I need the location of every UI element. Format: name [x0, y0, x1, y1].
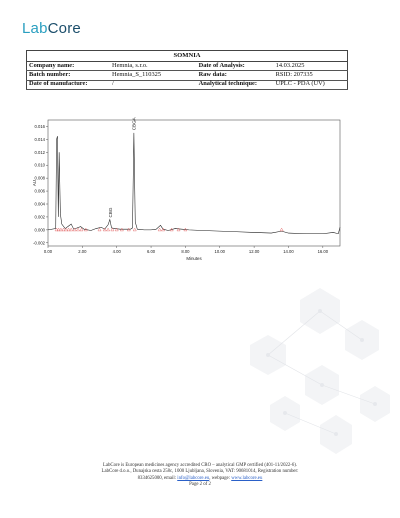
footer-accreditation: LabCore is European medicines agency accredited CRO – analytical GMP certified (401-11/2022-6).: [102, 463, 298, 468]
y-tick-label: 0.004: [34, 201, 45, 207]
y-tick-label: 0.008: [34, 175, 45, 181]
integration-marker: [107, 228, 110, 231]
integration-marker: [80, 228, 83, 231]
table-row: [27, 62, 348, 71]
logo-lab-text: Lab: [22, 20, 48, 37]
footer-contact-prefix: 8334625000, email:: [137, 475, 178, 481]
x-tick-label: 6.00: [146, 249, 156, 254]
y-tick-label: 0.016: [34, 123, 45, 129]
date-of-analysis-label: Date of Analysis:: [197, 62, 274, 71]
y-tick-label: 0.006: [34, 188, 45, 194]
y-tick-label: -0.002: [33, 240, 45, 246]
y-tick-label: 0.014: [34, 136, 45, 142]
y-tick-label: 0.002: [34, 214, 45, 220]
footer-contact-mid: , webpage:: [209, 475, 232, 481]
batch-number-label: Batch number:: [27, 71, 110, 80]
y-tick-label: 0.010: [34, 162, 45, 168]
integration-marker: [280, 228, 283, 231]
integration-marker: [127, 228, 130, 231]
y-tick-label: 0.012: [34, 149, 45, 155]
x-tick-label: 4.00: [112, 249, 121, 254]
website-link[interactable]: www.labcore.eu: [231, 475, 263, 481]
date-of-manufacture-label: Date of manufacture:: [27, 80, 110, 89]
analytical-technique-value: UPLC - PDA (UV): [274, 80, 348, 89]
date-of-analysis-value: 14.03.2025: [274, 62, 348, 71]
x-tick-label: 16.00: [317, 249, 329, 254]
chromatogram-chart: [28, 116, 348, 276]
plot-frame: [48, 120, 340, 246]
email-link[interactable]: info@labcore.eu: [177, 475, 210, 481]
date-of-manufacture-value: /: [110, 80, 197, 89]
table-row: [27, 80, 348, 89]
company-name-label: Company name:: [27, 62, 110, 71]
integration-marker: [133, 228, 136, 231]
x-tick-label: 12.00: [248, 249, 260, 254]
raw-data-label: Raw data:: [197, 71, 274, 80]
peak-label: CBGA: [131, 117, 137, 131]
batch-number-value: Hemnia_S_110325: [110, 71, 197, 80]
y-tick-label: 0.000: [34, 227, 45, 233]
page-number: Page 2 of 2: [189, 482, 211, 488]
integration-marker: [158, 228, 161, 231]
integration-marker: [98, 228, 101, 231]
company-name-value: Hemnia, s.r.o.: [110, 62, 197, 71]
raw-data-value: RSID: 207335: [274, 71, 348, 80]
footer-address: LabCore d.o.o., Dunajska cesta 258c, 1000 Ljubljana, Slovenia, VAT: 90681014, Registration number:: [101, 469, 299, 475]
y-axis-label: AU: [32, 179, 37, 187]
report-title: SOMNIA: [27, 51, 348, 62]
analytical-technique-label: Analytical technique:: [197, 80, 274, 89]
page-footer: [30, 463, 370, 489]
chromatogram-trace: [48, 133, 340, 234]
table-row: [27, 71, 348, 80]
x-tick-label: 0.00: [43, 249, 53, 254]
integration-marker: [76, 228, 79, 231]
peak-label: CBG: [108, 207, 114, 218]
x-tick-label: 8.00: [181, 249, 190, 254]
x-tick-label: 2.00: [78, 249, 87, 254]
x-axis-label: Minutes: [186, 256, 202, 261]
x-tick-label: 10.00: [214, 249, 226, 254]
sample-info-table: [26, 50, 348, 90]
logo-core-text: Core: [47, 20, 81, 37]
integration-marker: [120, 228, 123, 231]
x-tick-label: 14.00: [283, 249, 294, 254]
labcore-logo: [22, 20, 81, 37]
